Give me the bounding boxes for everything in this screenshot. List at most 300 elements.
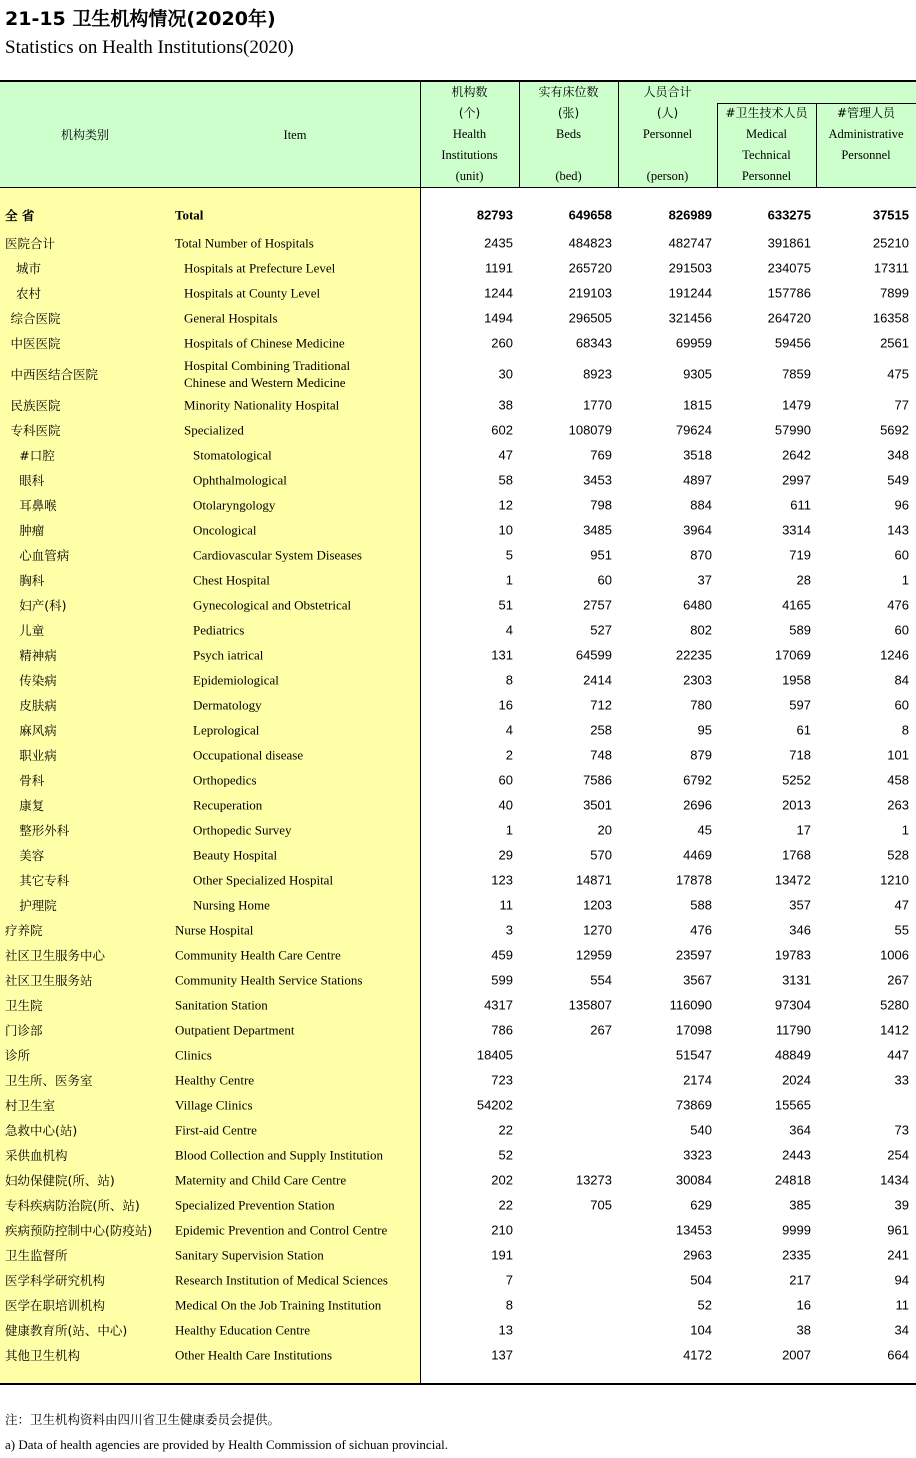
- personnel-value: 3567: [683, 972, 712, 987]
- institutions-value: 54202: [476, 1097, 513, 1112]
- personnel-value: 879: [690, 747, 712, 762]
- header-personnel: 人员合计 (人) Personnel (person): [642, 85, 693, 183]
- beds-value: 12959: [575, 947, 612, 962]
- beds-value: 554: [590, 972, 612, 987]
- table-row: [0, 917, 916, 942]
- institutions-value: 131: [491, 647, 513, 662]
- row-label-cn: 社区卫生服务站: [5, 972, 93, 988]
- row-label-cn: 专科疾病防治院(所、站): [5, 1197, 140, 1213]
- row-label-cn: 急救中心(站): [5, 1122, 78, 1138]
- medical-technical-value: 9999: [782, 1222, 811, 1237]
- personnel-value: 780: [690, 697, 712, 712]
- personnel-value: 17878: [675, 872, 712, 887]
- medical-technical-value: 346: [789, 922, 811, 937]
- personnel-value: 9305: [683, 366, 712, 381]
- table-row: [0, 1242, 916, 1267]
- row-label-cn: #口腔: [19, 447, 55, 463]
- beds-value: 1270: [583, 922, 612, 937]
- row-label-en: Hospitals at County Level: [184, 285, 321, 300]
- medical-technical-value: 719: [789, 547, 811, 562]
- medical-technical-value: 15565: [774, 1097, 811, 1112]
- institutions-value: 137: [491, 1347, 513, 1362]
- table-row: [0, 867, 916, 892]
- personnel-value: 540: [690, 1122, 712, 1137]
- medical-technical-value: 2007: [782, 1347, 811, 1362]
- table-row: [0, 767, 916, 792]
- row-label-cn: 综合医院: [10, 310, 61, 326]
- administrative-value: 1: [901, 572, 909, 587]
- table-row: [0, 1342, 916, 1367]
- administrative-value: 101: [887, 747, 909, 762]
- table-row: [0, 305, 916, 330]
- personnel-value: 3518: [683, 447, 712, 462]
- row-label-en: Specialized: [184, 422, 244, 437]
- beds-value: 68343: [575, 335, 612, 350]
- row-label-en: Community Health Care Centre: [175, 947, 341, 962]
- table-row: [0, 417, 916, 442]
- row-label-en: Stomatological: [193, 447, 272, 462]
- personnel-value: 291503: [668, 260, 712, 275]
- row-label-en: Total Number of Hospitals: [175, 235, 314, 250]
- row-label-en: Gynecological and Obstetrical: [193, 597, 352, 612]
- beds-value: 748: [590, 747, 612, 762]
- personnel-value: 13453: [675, 1222, 712, 1237]
- row-label-en: Otolaryngology: [193, 497, 276, 512]
- administrative-value: 2561: [880, 335, 909, 350]
- row-label-cn: 卫生监督所: [5, 1247, 68, 1263]
- beds-value: 712: [590, 697, 612, 712]
- medical-technical-value: 217: [789, 1272, 811, 1287]
- administrative-value: 1006: [880, 947, 909, 962]
- beds-value: 798: [590, 497, 612, 512]
- institutions-value: 202: [491, 1172, 513, 1187]
- institutions-value: 22: [498, 1197, 513, 1212]
- row-label-en: Hospitals of Chinese Medicine: [184, 335, 345, 350]
- administrative-value: 458: [887, 772, 909, 787]
- medical-technical-value: 385: [789, 1197, 811, 1212]
- table-row: [0, 1317, 916, 1342]
- beds-value: 2414: [583, 672, 612, 687]
- table-row: [0, 355, 916, 392]
- institutions-value: 4: [505, 722, 513, 737]
- row-label-cn: 疾病预防控制中心(防疫站): [5, 1222, 153, 1238]
- row-label-en: Minority Nationality Hospital: [184, 397, 340, 412]
- institutions-value: 16: [498, 697, 513, 712]
- beds-value: 135807: [568, 997, 612, 1012]
- row-label-en: Clinics: [175, 1047, 212, 1062]
- institutions-value: 7: [505, 1272, 513, 1287]
- table-bottom-rule: [0, 1383, 916, 1385]
- administrative-value: 73: [894, 1122, 909, 1137]
- table-row: [0, 842, 916, 867]
- row-label-cn: 医学科学研究机构: [5, 1272, 106, 1288]
- row-label-cn: 皮肤病: [19, 697, 57, 713]
- table-row: [0, 1117, 916, 1142]
- row-label-cn: 疗养院: [5, 922, 43, 938]
- beds-value: 7586: [583, 772, 612, 787]
- administrative-value: 17311: [873, 260, 909, 275]
- row-label-en: Orthopedic Survey: [193, 822, 292, 837]
- row-label-en: Total: [175, 207, 204, 223]
- beds-value: 3485: [583, 522, 612, 537]
- row-label-cn: 卫生院: [5, 997, 43, 1013]
- medical-technical-value: 5252: [782, 772, 811, 787]
- personnel-value: 116090: [669, 997, 712, 1012]
- beds-value: 2757: [583, 597, 612, 612]
- table-row: [0, 1167, 916, 1192]
- institutions-value: 786: [491, 1022, 513, 1037]
- institutions-value: 123: [491, 872, 513, 887]
- row-label-en: Recuperation: [193, 797, 263, 812]
- row-label-cn: 康复: [19, 797, 45, 813]
- row-label-cn: 护理院: [19, 897, 57, 913]
- row-label-en: Other Specialized Hospital: [193, 872, 334, 887]
- personnel-value: 52: [697, 1297, 712, 1312]
- beds-value: 20: [597, 822, 612, 837]
- personnel-value: 3323: [683, 1147, 712, 1162]
- row-label-en: Leprological: [193, 722, 260, 737]
- institutions-value: 4: [505, 622, 513, 637]
- administrative-value: 55: [894, 922, 909, 937]
- row-label-en: Chest Hospital: [193, 572, 270, 587]
- medical-technical-value: 2013: [782, 797, 811, 812]
- row-label-en: Hospitals at Prefecture Level: [184, 260, 336, 275]
- row-label-cn: 医学在职培训机构: [5, 1297, 106, 1313]
- beds-value: 13273: [575, 1172, 612, 1187]
- row-label-cn: 麻风病: [19, 722, 57, 738]
- beds-value: 649658: [568, 207, 612, 223]
- note-en: a) Data of health agencies are provided by Health Commission of sichuan provincial.: [5, 1437, 448, 1452]
- institutions-value: 8: [505, 672, 513, 687]
- table-row: [0, 517, 916, 542]
- medical-technical-value: 97304: [774, 997, 811, 1012]
- beds-value: 296505: [568, 310, 612, 325]
- row-label-cn: 采供血机构: [5, 1147, 68, 1163]
- row-label-cn: 全 省: [5, 208, 35, 223]
- table-row: [0, 617, 916, 642]
- table-row: [0, 892, 916, 917]
- row-label-en: Dermatology: [193, 697, 262, 712]
- beds-value: 8923: [583, 366, 612, 381]
- table-row: [0, 467, 916, 492]
- medical-technical-value: 28: [796, 572, 811, 587]
- administrative-value: 475: [887, 366, 909, 381]
- administrative-value: 263: [887, 797, 909, 812]
- row-label-cn: 美容: [19, 847, 45, 863]
- beds-value: 108079: [568, 422, 612, 437]
- table-row: [0, 542, 916, 567]
- personnel-value: 69959: [675, 335, 712, 350]
- administrative-value: 77: [894, 397, 909, 412]
- beds-value: 1203: [583, 897, 612, 912]
- medical-technical-value: 2024: [782, 1072, 811, 1087]
- medical-technical-value: 234075: [767, 260, 811, 275]
- administrative-value: 33: [894, 1072, 909, 1087]
- institutions-value: 2: [505, 747, 513, 762]
- personnel-value: 802: [690, 622, 712, 637]
- row-label-en: Outpatient Department: [175, 1022, 295, 1037]
- administrative-value: 241: [887, 1247, 909, 1262]
- personnel-value: 2963: [683, 1247, 712, 1262]
- medical-technical-value: 157786: [767, 285, 811, 300]
- personnel-value: 588: [690, 897, 712, 912]
- beds-value: 265720: [568, 260, 612, 275]
- administrative-value: 25210: [872, 235, 909, 250]
- row-label-en: Psych iatrical: [193, 647, 264, 662]
- table-row: [0, 230, 916, 255]
- administrative-value: 348: [887, 447, 909, 462]
- medical-technical-value: 13472: [774, 872, 811, 887]
- beds-value: 1770: [583, 397, 612, 412]
- row-label-cn: 民族医院: [10, 397, 61, 413]
- administrative-value: 254: [887, 1147, 909, 1162]
- table-row: [0, 992, 916, 1017]
- administrative-value: 143: [887, 522, 909, 537]
- personnel-value: 6480: [683, 597, 712, 612]
- personnel-value: 3964: [683, 522, 712, 537]
- institutions-value: 1: [505, 822, 513, 837]
- beds-value: 219103: [568, 285, 612, 300]
- row-label-cn: 眼科: [19, 472, 45, 488]
- institutions-value: 1: [505, 572, 513, 587]
- row-label-en-line: Hospital Combining Traditional: [184, 357, 351, 373]
- row-label-cn: 诊所: [5, 1047, 31, 1063]
- institutions-value: 11: [499, 897, 513, 912]
- row-label-en: General Hospitals: [184, 310, 278, 325]
- row-label-cn: 村卫生室: [5, 1097, 56, 1113]
- row-label-cn: 卫生所、医务室: [5, 1072, 93, 1088]
- administrative-value: 1210: [880, 872, 909, 887]
- beds-value: 3453: [583, 472, 612, 487]
- institutions-value: 30: [498, 366, 513, 381]
- table-row: [0, 592, 916, 617]
- table-row: [0, 330, 916, 355]
- table-row: [0, 967, 916, 992]
- table-row: [0, 642, 916, 667]
- administrative-value: 1434: [880, 1172, 909, 1187]
- table-row: [0, 442, 916, 467]
- beds-value: 3501: [583, 797, 612, 812]
- table-row: [0, 1017, 916, 1042]
- institutions-value: 459: [491, 947, 513, 962]
- personnel-value: 476: [690, 922, 712, 937]
- header-category-cn: 机构类别: [60, 128, 109, 142]
- medical-technical-value: 391861: [767, 235, 811, 250]
- personnel-value: 37: [697, 572, 712, 587]
- administrative-value: 5280: [880, 997, 909, 1012]
- medical-technical-value: 4165: [782, 597, 811, 612]
- row-label-cn: 妇幼保健院(所、站): [5, 1172, 115, 1188]
- institutions-value: 191: [491, 1247, 513, 1262]
- row-label-en: Orthopedics: [193, 772, 257, 787]
- administrative-value: 60: [894, 697, 909, 712]
- beds-value: 484823: [568, 235, 612, 250]
- table-row: [0, 792, 916, 817]
- administrative-value: 94: [894, 1272, 909, 1287]
- row-label-en: Specialized Prevention Station: [175, 1197, 335, 1212]
- administrative-value: 1: [901, 822, 909, 837]
- table-row: [0, 1192, 916, 1217]
- institutions-value: 29: [498, 847, 513, 862]
- personnel-value: 17098: [675, 1022, 712, 1037]
- row-label-cn: 城市: [16, 260, 42, 276]
- header-beds: 实有床位数 (张) Beds (bed): [538, 85, 599, 183]
- institutions-value: 210: [491, 1222, 513, 1237]
- personnel-value: 482747: [668, 235, 712, 250]
- medical-technical-value: 2642: [782, 447, 811, 462]
- personnel-value: 104: [690, 1322, 712, 1337]
- institutions-value: 10: [498, 522, 513, 537]
- personnel-value: 2696: [683, 797, 712, 812]
- row-label-cn: 其他卫生机构: [5, 1347, 81, 1363]
- beds-value: 14871: [575, 872, 612, 887]
- institutions-value: 40: [498, 797, 513, 812]
- medical-technical-value: 24818: [774, 1172, 811, 1187]
- personnel-value: 30084: [675, 1172, 712, 1187]
- personnel-value: 2303: [683, 672, 712, 687]
- personnel-value: 79624: [675, 422, 712, 437]
- header-institutions: 机构数 (个) Health Institutions (unit): [441, 85, 498, 183]
- administrative-value: 664: [887, 1347, 909, 1362]
- administrative-value: 96: [894, 497, 909, 512]
- page-title-cn: 21-15 卫生机构情况(2020年): [5, 8, 276, 30]
- row-label-en: Pediatrics: [193, 622, 245, 637]
- row-label-cn: 农村: [16, 285, 42, 301]
- table-row: [0, 742, 916, 767]
- table-row: [0, 942, 916, 967]
- medical-technical-value: 1768: [782, 847, 811, 862]
- row-label-en: Healthy Centre: [175, 1072, 255, 1087]
- row-label-cn: 专科医院: [10, 422, 61, 438]
- personnel-value: 23597: [675, 947, 712, 962]
- personnel-value: 45: [697, 822, 712, 837]
- personnel-value: 1815: [683, 397, 712, 412]
- medical-technical-value: 19783: [774, 947, 811, 962]
- institutions-value: 82793: [476, 207, 513, 223]
- note-cn: 注：卫生机构资料由四川省卫生健康委员会提供。: [5, 1412, 281, 1427]
- row-label-cn: 肿瘤: [19, 522, 45, 538]
- beds-value: 267: [590, 1022, 612, 1037]
- row-label-cn: 中西医结合医院: [10, 366, 99, 382]
- medical-technical-value: 38: [796, 1322, 811, 1337]
- institutions-value: 52: [498, 1147, 513, 1162]
- row-label-cn: 健康教育所(站、中心): [5, 1322, 128, 1338]
- table-row: [0, 492, 916, 517]
- medical-technical-value: 611: [790, 497, 811, 512]
- institutions-value: 22: [498, 1122, 513, 1137]
- personnel-value: 629: [690, 1197, 712, 1212]
- row-label-en: Healthy Education Centre: [175, 1322, 311, 1337]
- beds-value: 705: [590, 1197, 612, 1212]
- beds-value: 527: [590, 622, 612, 637]
- row-label-cn: 胸科: [19, 572, 45, 588]
- institutions-value: 60: [498, 772, 513, 787]
- medical-technical-value: 2997: [782, 472, 811, 487]
- row-label-en: Nurse Hospital: [175, 922, 254, 937]
- administrative-value: 34: [894, 1322, 909, 1337]
- table-row: [0, 667, 916, 692]
- beds-value: 258: [590, 722, 612, 737]
- table-row: [0, 1142, 916, 1167]
- medical-technical-value: 1958: [782, 672, 811, 687]
- administrative-value: 5692: [880, 422, 909, 437]
- row-label-en: Epidemic Prevention and Control Centre: [175, 1222, 388, 1237]
- institutions-value: 723: [491, 1072, 513, 1087]
- table-row: [0, 1042, 916, 1067]
- row-label-en: Sanitary Supervision Station: [175, 1247, 324, 1262]
- row-label-en-line: Chinese and Western Medicine: [184, 374, 346, 390]
- medical-technical-value: 17069: [774, 647, 811, 662]
- institutions-value: 602: [491, 422, 513, 437]
- personnel-value: 884: [690, 497, 712, 512]
- administrative-value: 1246: [880, 647, 909, 662]
- administrative-value: 8: [901, 722, 909, 737]
- row-label-cn: 职业病: [19, 747, 57, 763]
- medical-technical-value: 16: [796, 1297, 811, 1312]
- table-row: [0, 567, 916, 592]
- row-label-cn: 中医医院: [10, 335, 61, 351]
- row-label-en: Medical On the Job Training Institution: [175, 1297, 382, 1312]
- administrative-value: 47: [894, 897, 909, 912]
- administrative-value: 7899: [880, 285, 909, 300]
- administrative-value: 267: [887, 972, 909, 987]
- administrative-value: 60: [894, 547, 909, 562]
- personnel-value: 321456: [668, 310, 712, 325]
- header-administrative: #管理人员 Administrative Personnel: [828, 106, 904, 162]
- personnel-value: 504: [690, 1272, 712, 1287]
- medical-technical-value: 11790: [775, 1022, 811, 1037]
- personnel-value: 95: [697, 722, 712, 737]
- row-label-cn: 社区卫生服务中心: [5, 947, 106, 963]
- personnel-value: 73869: [675, 1097, 712, 1112]
- page-title-en: Statistics on Health Institutions(2020): [5, 37, 294, 58]
- medical-technical-value: 59456: [774, 335, 811, 350]
- row-label-en: Nursing Home: [193, 897, 270, 912]
- institutions-value: 8: [505, 1297, 513, 1312]
- row-label-cn: 传染病: [19, 672, 57, 688]
- medical-technical-value: 48849: [774, 1047, 811, 1062]
- institutions-value: 38: [498, 397, 513, 412]
- institutions-value: 5: [505, 547, 513, 562]
- row-label-en: Beauty Hospital: [193, 847, 278, 862]
- personnel-value: 22235: [675, 647, 712, 662]
- institutions-value: 12: [498, 497, 513, 512]
- table-row: [0, 1092, 916, 1117]
- row-label-en: Cardiovascular System Diseases: [193, 547, 362, 562]
- row-label-en: First-aid Centre: [175, 1122, 257, 1137]
- institutions-value: 13: [498, 1322, 513, 1337]
- header-medical-technical: #卫生技术人员 Medical Technical Personnel: [725, 106, 808, 183]
- administrative-value: 476: [887, 597, 909, 612]
- medical-technical-value: 61: [796, 722, 811, 737]
- table-row: [0, 692, 916, 717]
- institutions-value: 1191: [485, 260, 513, 275]
- institutions-value: 1494: [484, 310, 513, 325]
- row-label-cn: 耳鼻喉: [19, 497, 57, 513]
- header-bottom-rule: [0, 187, 916, 188]
- medical-technical-value: 633275: [767, 207, 811, 223]
- medical-technical-value: 589: [789, 622, 811, 637]
- row-label-en: Ophthalmological: [193, 472, 287, 487]
- table-row: [0, 200, 916, 230]
- institutions-value: 1244: [484, 285, 513, 300]
- table-row: [0, 717, 916, 742]
- medical-technical-value: 17: [796, 822, 811, 837]
- medical-technical-value: 364: [789, 1122, 811, 1137]
- administrative-value: 60: [894, 622, 909, 637]
- medical-technical-value: 718: [789, 747, 811, 762]
- administrative-value: 1412: [880, 1022, 909, 1037]
